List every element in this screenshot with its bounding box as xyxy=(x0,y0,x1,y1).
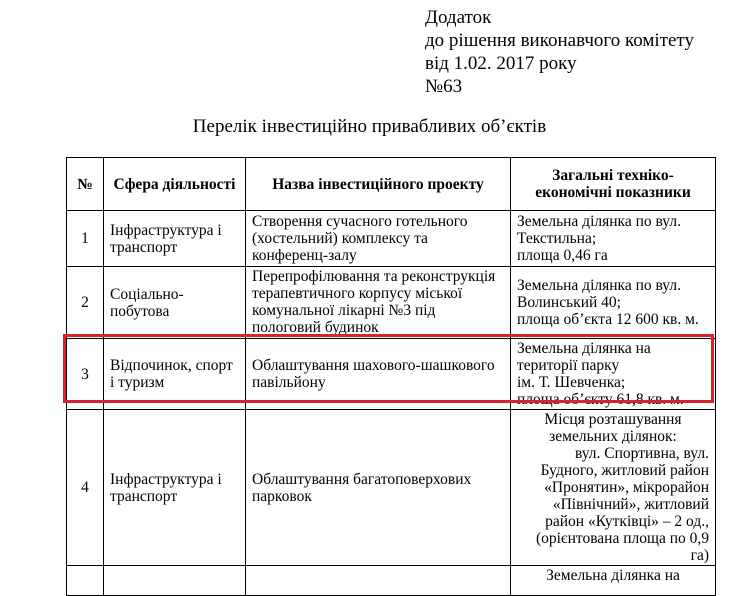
row-project: Облаштування багатоповерхових парковок xyxy=(246,410,511,566)
specs-line: ім. Т. Шевченка; xyxy=(517,374,626,391)
specs-line: Земельна ділянка на території парку xyxy=(517,340,651,374)
row-number: 3 xyxy=(67,339,104,410)
specs-heading: Місця розташування земельних ділянок: xyxy=(544,411,682,445)
row-sphere: Соціально-побутова xyxy=(104,267,246,339)
column-header-project: Назва інвестиційного проекту xyxy=(246,158,511,211)
row-specs xyxy=(511,211,716,267)
column-header-specs: Загальні техніко-економічні показники xyxy=(511,158,716,211)
specs-body: вул. Спортивна, вул. Будного, житловий район «Пронятин», мікрорайон «Північний», житловий район «Кутківці» – 2 од., (орієнтована площа по 0,9 га) xyxy=(535,445,709,564)
column-header-sphere: Сфера діяльності xyxy=(104,158,246,211)
appendix-date: від 1.02. 2017 року xyxy=(425,53,577,74)
appendix-decision: до рішення виконавчого комітету xyxy=(425,30,694,51)
document-title: Перелік інвестиційно привабливих об’єктів xyxy=(192,116,547,137)
specs-line: Земельна ділянка по вул. Волинський 40; xyxy=(517,277,681,311)
table-row xyxy=(67,211,716,267)
row-sphere: Інфраструктура і транспорт xyxy=(104,410,246,566)
row-specs xyxy=(511,410,716,566)
row-number: 4 xyxy=(67,410,104,566)
table-row xyxy=(67,410,716,566)
table-row xyxy=(67,267,716,339)
row-sphere: Відпочинок, спорт і туризм xyxy=(104,339,246,410)
row-number: 1 xyxy=(67,211,104,267)
appendix-header xyxy=(425,6,694,98)
table-header-row xyxy=(67,158,716,211)
specs-line: площа 0,46 га xyxy=(517,247,608,264)
row-sphere xyxy=(104,566,246,596)
appendix-number: №63 xyxy=(425,76,463,97)
row-project: Створення сучасного готельного (хостельний) комплексу та конференц-залу xyxy=(246,211,511,267)
appendix-label: Додаток xyxy=(425,7,492,28)
highlight-box xyxy=(63,334,714,403)
row-specs xyxy=(511,267,716,339)
row-project xyxy=(246,566,511,596)
specs-line: площа об’єкта 12 600 кв. м. xyxy=(517,311,699,328)
row-project: Облаштування шахового-шашкового павільйону xyxy=(246,339,511,410)
row-sphere: Інфраструктура і транспорт xyxy=(104,211,246,267)
specs-line: площа об’єкту 61,8 кв. м. xyxy=(517,391,684,408)
column-header-number: № xyxy=(67,158,104,211)
table-row xyxy=(67,566,716,596)
row-number xyxy=(67,566,104,596)
row-specs: Земельна ділянка на xyxy=(511,566,716,596)
row-project: Перепрофілювання та реконструкція терапевтичного корпусу міської комунальної лікарні №3 під пологовий будинок xyxy=(246,267,511,339)
specs-line: Земельна ділянка по вул. Текстильна; xyxy=(517,213,681,247)
row-number: 2 xyxy=(67,267,104,339)
